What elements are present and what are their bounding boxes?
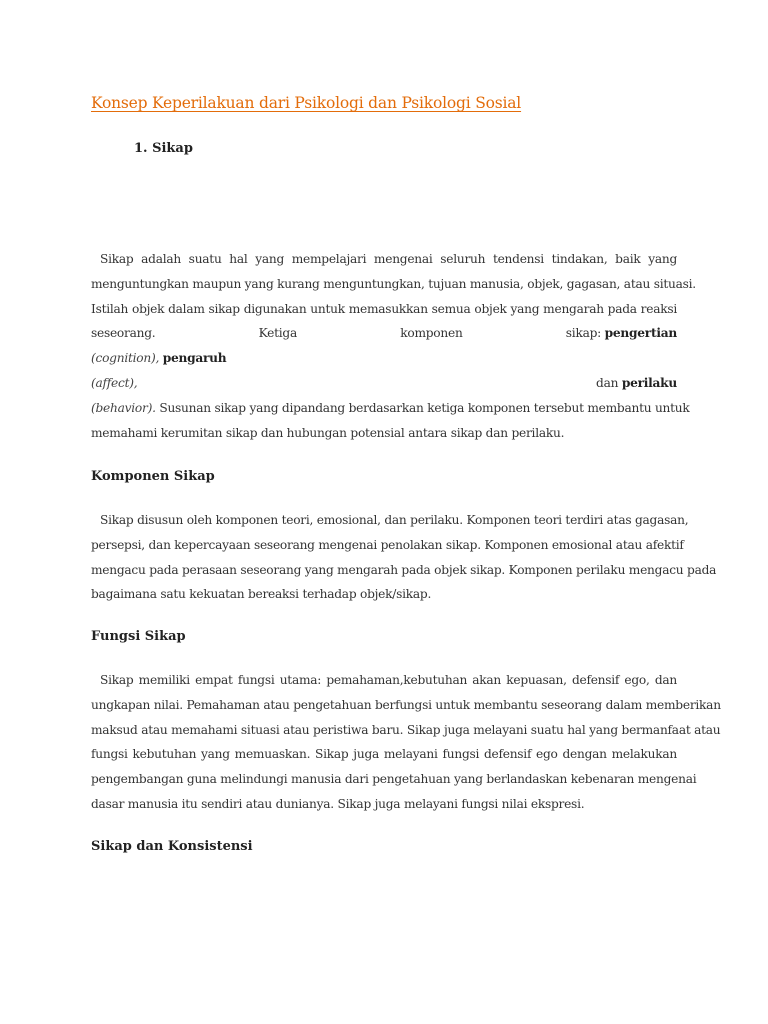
heading-sikap-dan-konsistensi: Sikap dan Konsistensi (91, 839, 253, 854)
paragraph-line: ungkapan nilai. Pemahaman atau pengetahuan berfungsi untuk membantu seseorang dalam memberikan (91, 697, 721, 712)
term-pengertian: pengertian (604, 326, 677, 341)
paragraph-line (91, 321, 677, 346)
document-title: Konsep Keperilakuan dari Psikologi dan Psikologi Sosial (91, 94, 522, 112)
section-number-sikap: 1. Sikap (134, 141, 193, 156)
word-group (566, 321, 677, 346)
paragraph-line: pengembangan guna melindungi manusia dari pengetahuan yang berlandaskan kebenaran mengenai (91, 772, 697, 787)
paragraph-line: Sikap adalah suatu hal yang mempelajari mengenai seluruh tendensi tindakan, baik yang (100, 252, 677, 266)
paragraph-line: memahami kerumitan sikap dan hubungan potensial antara sikap dan perilaku. (91, 425, 565, 440)
paragraph-line: Sikap disusun oleh komponen teori, emosional, dan perilaku. Komponen teori terdiri atas gagasan, (100, 513, 689, 527)
word: seseorang. (91, 326, 156, 341)
word: komponen (400, 326, 463, 341)
line-text: Susunan sikap yang dipandang berdasarkan ketiga komponen tersebut membantu untuk (159, 400, 690, 415)
heading-komponen-sikap: Komponen Sikap (91, 469, 215, 484)
word: dan (596, 375, 619, 390)
term-behavior: (behavior). (91, 400, 156, 415)
paragraph-komponen-sikap (91, 508, 717, 607)
paragraph-line: fungsi kebutuhan yang memuaskan. Sikap juga melayani fungsi defensif ego dengan melakukan (91, 747, 677, 762)
word-group (596, 371, 677, 396)
paragraph-line: persepsi, dan kepercayaan seseorang mengenai penolakan sikap. Komponen emosional atau afektif (91, 537, 684, 552)
paragraph-line: dasar manusia itu sendiri atau dunianya. Sikap juga melayani fungsi nilai ekspresi. (91, 796, 585, 811)
word: sikap: (565, 326, 602, 341)
paragraph-line (91, 396, 690, 421)
word: Ketiga (258, 326, 297, 341)
paragraph-line (91, 346, 677, 371)
paragraph-line: Istilah objek dalam sikap digunakan untuk memasukkan semua objek yang mengarah pada reaksi (91, 301, 677, 316)
heading-fungsi-sikap: Fungsi Sikap (91, 629, 186, 644)
paragraph-line: menguntungkan maupun yang kurang menguntungkan, tujuan manusia, objek, gagasan, atau situasi. (91, 276, 696, 291)
paragraph-line: maksud atau memahami situasi atau peristiwa baru. Sikap juga melayani suatu hal yang bermanfaat atau (91, 722, 721, 737)
term-affect: (affect), (91, 375, 138, 390)
term-pengaruh: pengaruh (162, 351, 227, 366)
paragraph-line: bagaimana satu kekuatan bereaksi terhadap objek/sikap. (91, 587, 432, 602)
paragraph-line (91, 371, 677, 396)
paragraph-line: mengacu pada perasaan seseorang yang mengarah pada objek sikap. Komponen perilaku mengacu pada (91, 562, 717, 577)
paragraph-fungsi-sikap (91, 668, 721, 817)
paragraph-line: Sikap memiliki empat fungsi utama: pemahaman,kebutuhan akan kepuasan, defensif ego, dan (100, 673, 677, 687)
term-perilaku: perilaku (621, 375, 677, 390)
paragraph-sikap-definition (91, 247, 696, 445)
term-cognition: (cognition), (91, 351, 160, 366)
